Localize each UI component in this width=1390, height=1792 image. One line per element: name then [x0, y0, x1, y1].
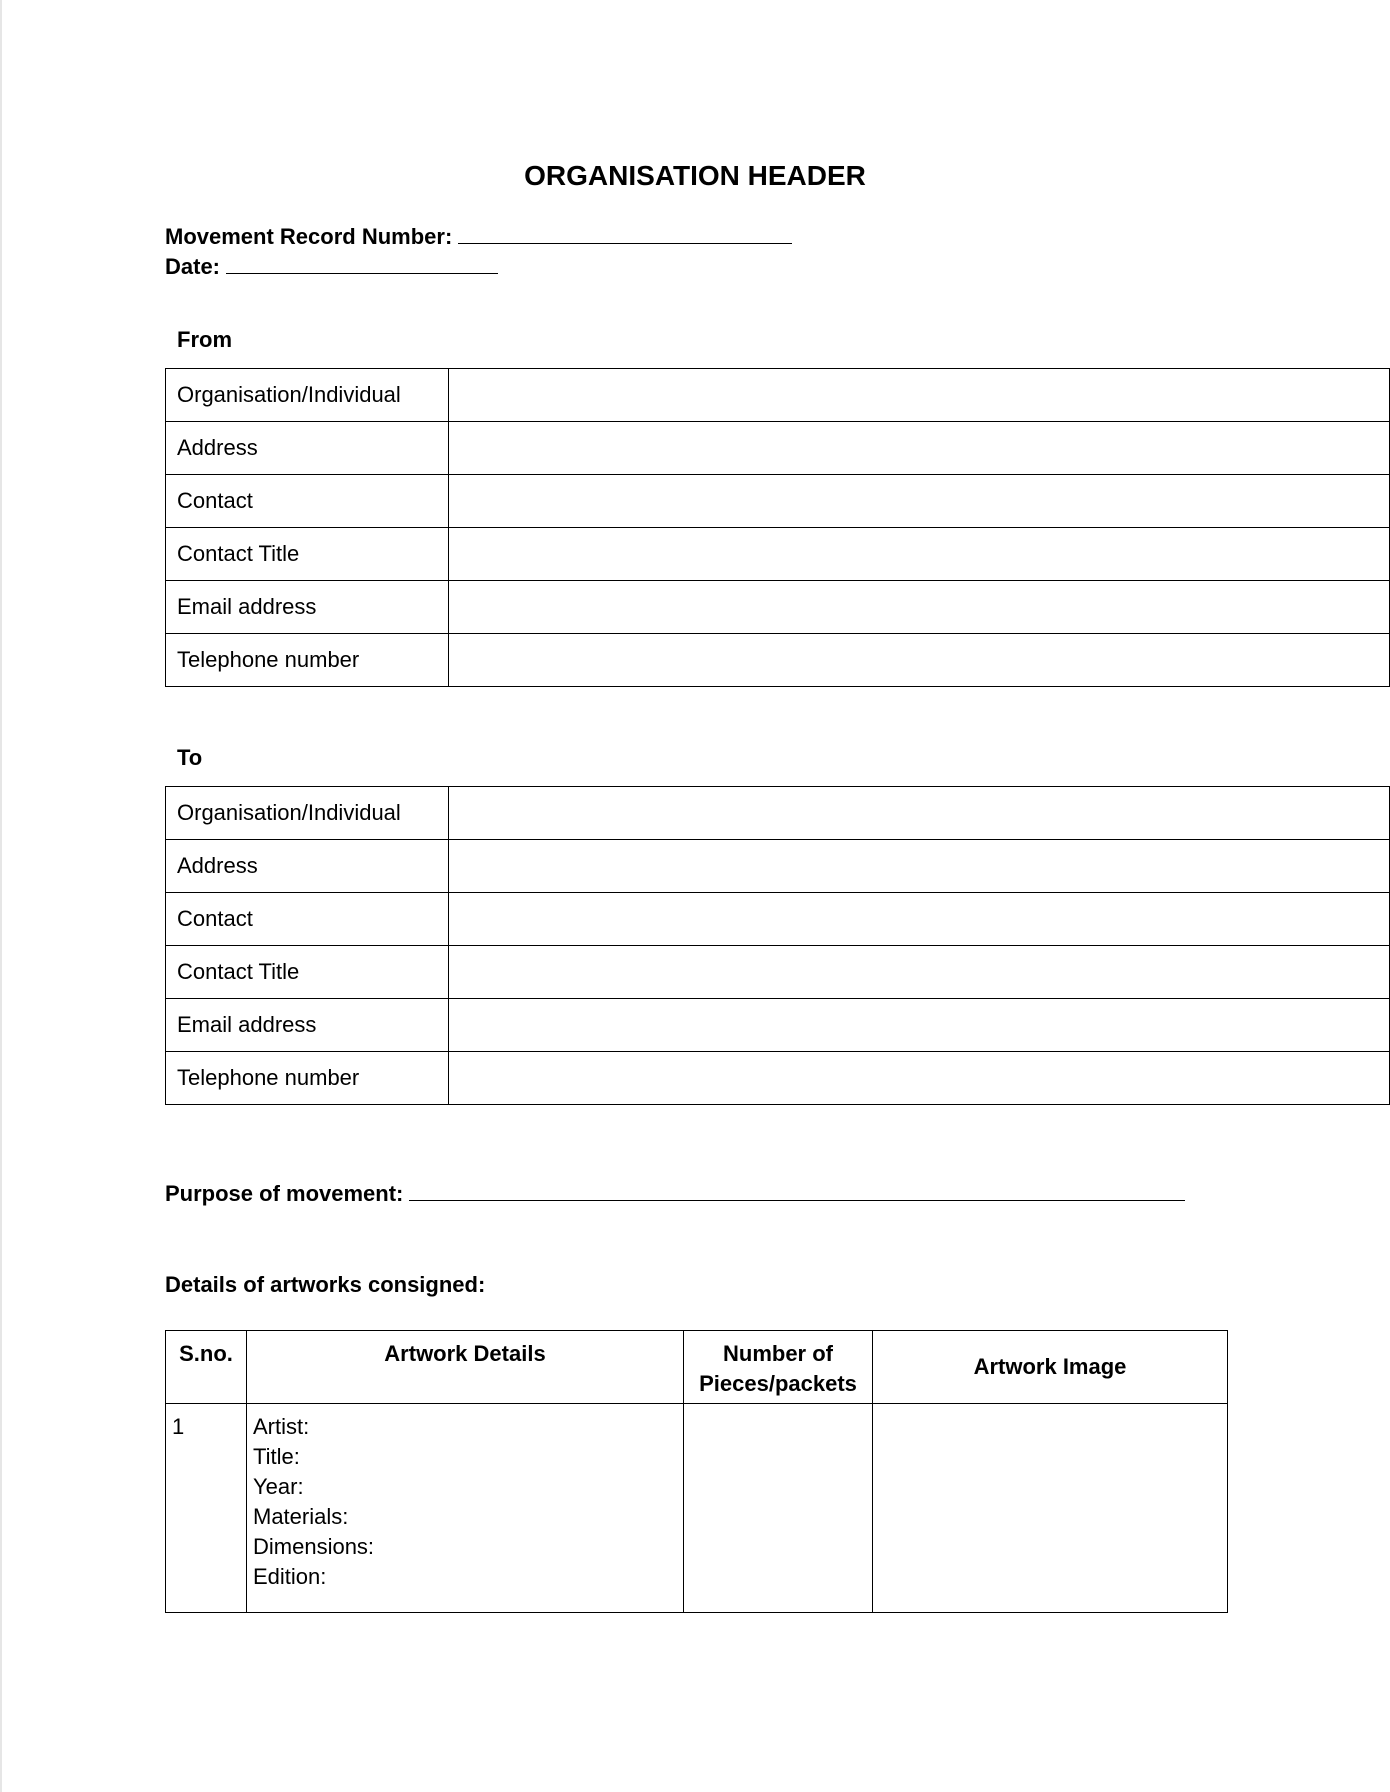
table-row	[166, 840, 1390, 893]
date-input[interactable]	[226, 255, 498, 274]
to-label-contact: Contact	[166, 893, 449, 946]
to-value-email[interactable]	[449, 999, 1390, 1052]
column-header-pieces-line2: Pieces/packets	[699, 1371, 857, 1396]
column-header-sno-text: S.no.	[179, 1341, 233, 1366]
detail-title: Title:	[253, 1444, 300, 1469]
from-value-organisation[interactable]	[449, 369, 1390, 422]
table-row	[166, 1404, 1228, 1613]
from-value-contact[interactable]	[449, 475, 1390, 528]
to-heading: To	[177, 745, 203, 770]
from-label-organisation: Organisation/Individual	[166, 369, 449, 422]
detail-year: Year:	[253, 1474, 304, 1499]
from-label-email: Email address	[166, 581, 449, 634]
column-header-pieces	[684, 1331, 873, 1404]
page-title: ORGANISATION HEADER	[524, 160, 866, 191]
column-header-image	[873, 1331, 1228, 1404]
purpose-label: Purpose of movement:	[165, 1181, 404, 1206]
to-label-telephone: Telephone number	[166, 1052, 449, 1105]
artworks-table	[165, 1330, 1228, 1613]
movement-record-input[interactable]	[458, 225, 792, 244]
column-header-details-text: Artwork Details	[384, 1341, 546, 1366]
to-value-address[interactable]	[449, 840, 1390, 893]
from-label-telephone: Telephone number	[166, 634, 449, 687]
movement-record-field	[165, 224, 792, 250]
from-heading: From	[177, 327, 232, 352]
from-value-telephone[interactable]	[449, 634, 1390, 687]
detail-artist: Artist:	[253, 1414, 310, 1439]
detail-materials: Materials:	[253, 1504, 349, 1529]
to-value-organisation[interactable]	[449, 787, 1390, 840]
table-row	[166, 475, 1390, 528]
column-header-sno	[166, 1331, 247, 1404]
to-value-contact-title[interactable]	[449, 946, 1390, 999]
column-header-image-text: Artwork Image	[973, 1354, 1127, 1379]
date-field	[165, 254, 498, 280]
table-row	[166, 581, 1390, 634]
cell-pieces[interactable]	[684, 1404, 873, 1613]
table-row	[166, 999, 1390, 1052]
table-row	[166, 528, 1390, 581]
column-header-details	[247, 1331, 684, 1404]
table-row	[166, 893, 1390, 946]
purpose-field	[165, 1181, 1185, 1207]
artworks-heading: Details of artworks consigned:	[165, 1272, 486, 1297]
to-label-contact-title: Contact Title	[166, 946, 449, 999]
from-label-contact-title: Contact Title	[166, 528, 449, 581]
detail-edition: Edition:	[253, 1564, 327, 1589]
from-label-address: Address	[166, 422, 449, 475]
to-value-telephone[interactable]	[449, 1052, 1390, 1105]
from-value-contact-title[interactable]	[449, 528, 1390, 581]
to-label-address: Address	[166, 840, 449, 893]
detail-dimensions: Dimensions:	[253, 1534, 375, 1559]
purpose-input[interactable]	[409, 1182, 1185, 1201]
table-row	[166, 1052, 1390, 1105]
to-label-organisation: Organisation/Individual	[166, 787, 449, 840]
from-value-address[interactable]	[449, 422, 1390, 475]
from-label-contact: Contact	[166, 475, 449, 528]
from-value-email[interactable]	[449, 581, 1390, 634]
to-value-contact[interactable]	[449, 893, 1390, 946]
cell-image[interactable]	[873, 1404, 1228, 1613]
table-header-row	[166, 1331, 1228, 1404]
to-label-email: Email address	[166, 999, 449, 1052]
cell-sno: 1	[166, 1404, 247, 1613]
table-row	[166, 787, 1390, 840]
to-table	[165, 786, 1390, 1105]
column-header-pieces-text	[684, 1331, 872, 1399]
date-label: Date:	[165, 254, 221, 279]
column-header-pieces-line1: Number of	[723, 1341, 833, 1366]
cell-details[interactable]	[247, 1404, 684, 1613]
movement-record-label: Movement Record Number:	[165, 224, 453, 249]
table-row	[166, 946, 1390, 999]
table-row	[166, 422, 1390, 475]
from-table	[165, 368, 1390, 687]
table-row	[166, 634, 1390, 687]
table-row	[166, 369, 1390, 422]
